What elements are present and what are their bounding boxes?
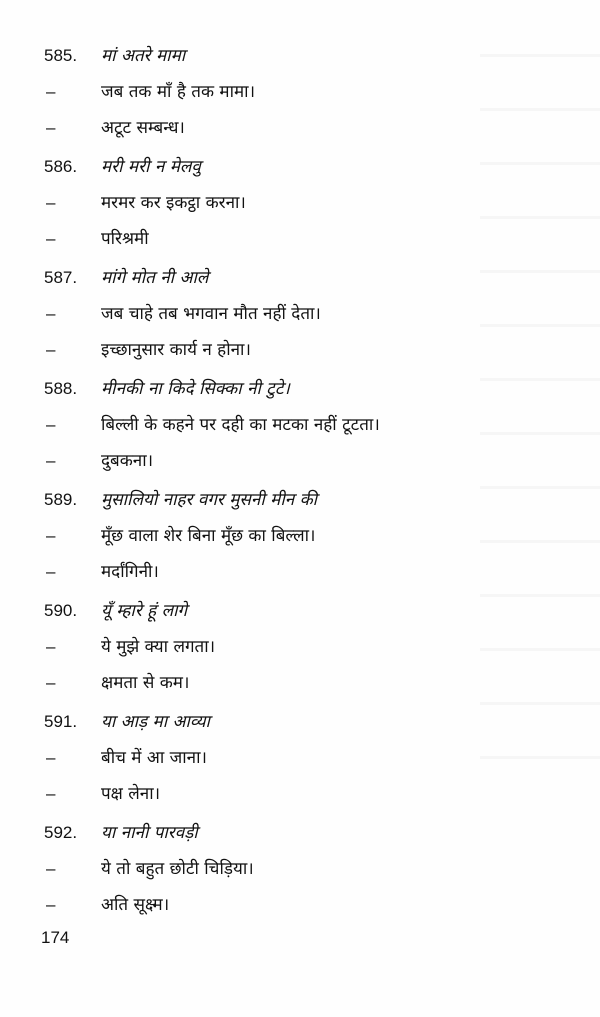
proverb-text: मांगे मोत नी आले (101, 268, 209, 288)
dash-marker: – (46, 673, 56, 692)
proverb-entry (44, 371, 564, 479)
entry-heading (44, 371, 564, 407)
meaning-text: बीच में आ जाना। (101, 748, 207, 768)
proverb-entry (44, 704, 564, 812)
meaning-text: अटूट सम्बन्ध। (101, 118, 185, 138)
dash-marker: – (46, 451, 56, 470)
entry-heading (44, 38, 564, 74)
entry-number: 585. (44, 46, 78, 65)
entry-number: 590. (44, 601, 78, 620)
meaning-text: ये तो बहुत छोटी चिड़िया। (101, 859, 254, 879)
meaning-line (44, 665, 564, 701)
proverb-entry (44, 149, 564, 257)
meaning-text: मर्दांगिनी। (101, 562, 159, 582)
dash-marker: – (46, 193, 56, 212)
meaning-text: परिश्रमी (101, 229, 149, 249)
proverb-text: यूँ म्हारे हूं लागे (101, 601, 188, 621)
dash-marker: – (46, 82, 56, 101)
proverb-entry (44, 38, 564, 146)
dash-marker: – (46, 229, 56, 248)
meaning-line (44, 443, 564, 479)
dash-marker: – (46, 304, 56, 323)
meaning-text: क्षमता से कम। (101, 673, 190, 693)
dash-marker: – (46, 415, 56, 434)
meaning-line (44, 221, 564, 257)
dash-marker: – (46, 748, 56, 767)
dash-marker: – (46, 859, 56, 878)
dash-marker: – (46, 118, 56, 137)
dash-marker: – (46, 562, 56, 581)
entry-heading (44, 260, 564, 296)
meaning-text: पक्ष लेना। (101, 784, 161, 804)
proverb-text: या आड़ मा आव्या (101, 712, 210, 732)
meaning-line (44, 110, 564, 146)
entry-heading (44, 815, 564, 851)
proverb-entry (44, 815, 564, 923)
proverb-text: या नानी पारवड़ी (101, 823, 198, 843)
entry-number: 589. (44, 490, 78, 509)
proverb-text: मीनकी ना किदे सिक्का नी टुटे। (101, 379, 290, 399)
dash-marker: – (46, 895, 56, 914)
meaning-line (44, 518, 564, 554)
dash-marker: – (46, 340, 56, 359)
meaning-text: जब चाहे तब भगवान मौत नहीं देता। (101, 304, 321, 324)
proverb-list (44, 38, 564, 923)
meaning-line (44, 851, 564, 887)
entry-number: 587. (44, 268, 78, 287)
meaning-text: दुबकना। (101, 451, 154, 471)
meaning-line (44, 740, 564, 776)
entry-heading (44, 704, 564, 740)
dash-marker: – (46, 637, 56, 656)
meaning-line (44, 332, 564, 368)
dash-marker: – (46, 526, 56, 545)
proverb-entry (44, 260, 564, 368)
meaning-text: मूँछ वाला शेर बिना मूँछ का बिल्ला। (101, 526, 316, 546)
entry-heading (44, 482, 564, 518)
proverb-text: मरी मरी न मेलवु (101, 157, 201, 177)
dash-marker: – (46, 784, 56, 803)
meaning-text: ये मुझे क्या लगता। (101, 637, 216, 657)
entry-number: 591. (44, 712, 78, 731)
entry-number: 586. (44, 157, 78, 176)
entry-heading (44, 149, 564, 185)
meaning-line (44, 296, 564, 332)
proverb-entry (44, 482, 564, 590)
entry-heading (44, 593, 564, 629)
meaning-text: अति सूक्ष्म। (101, 895, 170, 915)
meaning-text: मरमर कर इकट्ठा करना। (101, 193, 246, 213)
entry-number: 592. (44, 823, 78, 842)
meaning-line (44, 407, 564, 443)
proverb-entry (44, 593, 564, 701)
meaning-line (44, 185, 564, 221)
meaning-text: जब तक माँ है तक मामा। (101, 82, 256, 102)
entry-number: 588. (44, 379, 78, 398)
meaning-line (44, 776, 564, 812)
meaning-text: इच्छानुसार कार्य न होना। (101, 340, 251, 360)
meaning-line (44, 887, 564, 923)
proverb-text: मुसालियो नाहर वगर मुसनी मीन की (101, 490, 318, 510)
meaning-line (44, 629, 564, 665)
proverb-text: मां अतरे मामा (101, 46, 186, 66)
meaning-text: बिल्ली के कहने पर दही का मटका नहीं टूटता। (101, 415, 380, 435)
meaning-line (44, 74, 564, 110)
meaning-line (44, 554, 564, 590)
page-number: 174 (41, 928, 70, 947)
